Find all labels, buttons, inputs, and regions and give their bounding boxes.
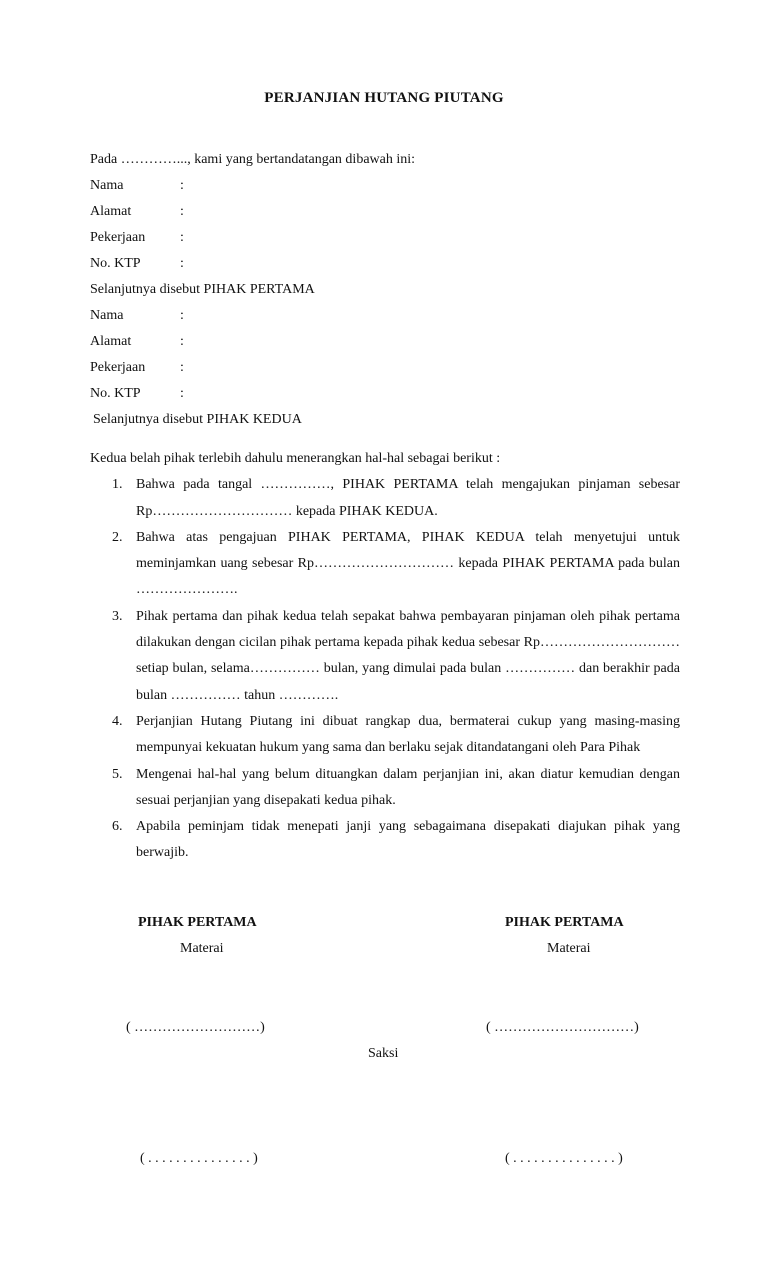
party2-closing: Selanjutnya disebut PIHAK KEDUA [93, 412, 302, 427]
right-signature-name: ( …………………………) [486, 1020, 639, 1035]
list-item [90, 604, 680, 709]
list-item-text: Mengenai hal-hal yang belum dituangkan dalam perjanjian ini, akan diatur kemudian dengan sesuai perjanjian yang disepakati kedua pihak. [136, 766, 680, 808]
party1-name-label: Nama [90, 178, 124, 193]
party2-address-colon: : [180, 334, 184, 349]
list-item-text: Bahwa pada tangal ……………, PIHAK PERTAMA telah mengajukan pinjaman sebesar Rp………………………… kepada PIHAK KEDUA. [136, 477, 680, 519]
witness-right-name: ( . . . . . . . . . . . . . . . ) [505, 1151, 623, 1166]
list-item-number: 5. [112, 766, 123, 782]
party2-name-label: Nama [90, 308, 124, 323]
list-item-text: Pihak pertama dan pihak kedua telah sepakat bahwa pembayaran pinjaman oleh pihak pertama dilakukan dengan cicilan pihak pertama kepada pihak kedua sebesar Rp………………………… setiap bulan, selama…………… bulan, yang dimulai pada bulan …………… dan berakhir pada bulan …………… tahun …………. [136, 608, 680, 703]
list-item-text: Perjanjian Hutang Piutang ini dibuat rangkap dua, bermaterai cukup yang masing-masing mempunyai kekuatan hukum yang sama dan berlaku sejak ditandatangani oleh Para Pihak [136, 713, 680, 756]
left-signature-name: ( ………………………) [126, 1020, 265, 1035]
list-intro: Kedua belah pihak terlebih dahulu menerangkan hal-hal sebagai berikut : [90, 451, 501, 466]
list-item [90, 472, 680, 525]
left-signature-heading: PIHAK PERTAMA [138, 915, 257, 930]
list-item-number: 2. [112, 529, 123, 545]
agreement-list [90, 446, 680, 867]
party2-ktp-label: No. KTP [90, 386, 141, 401]
party2-job-label: Pekerjaan [90, 360, 146, 375]
party1-address-colon: : [180, 204, 184, 219]
party1-address-label: Alamat [90, 204, 132, 219]
party2-name-colon: : [180, 308, 184, 323]
party2-address-label: Alamat [90, 334, 132, 349]
left-stamp-label: Materai [180, 941, 224, 956]
list-item-number: 3. [112, 608, 123, 624]
list-item [90, 762, 680, 815]
document-title: PERJANJIAN HUTANG PIUTANG [264, 90, 504, 106]
opening-line: Pada …………..., kami yang bertandatangan dibawah ini: [90, 152, 416, 167]
right-stamp-label: Materai [547, 941, 591, 956]
party1-ktp-label: No. KTP [90, 256, 141, 271]
list-item-text: Apabila peminjam tidak menepati janji yang sebagaimana disepakati diajukan pihak yang berwajib. [136, 819, 680, 861]
party2-job-colon: : [180, 360, 184, 375]
list-item-number: 6. [112, 819, 123, 835]
party1-job-label: Pekerjaan [90, 230, 146, 245]
list-item [90, 814, 680, 867]
party1-name-colon: : [180, 178, 184, 193]
party1-closing: Selanjutnya disebut PIHAK PERTAMA [90, 282, 315, 297]
right-signature-heading: PIHAK PERTAMA [505, 915, 624, 930]
party2-ktp-colon: : [180, 386, 184, 401]
witness-left-name: ( . . . . . . . . . . . . . . . ) [140, 1151, 258, 1166]
list-item-number: 4. [112, 713, 123, 729]
list-item [90, 709, 680, 762]
list-item-number: 1. [112, 477, 123, 493]
party1-ktp-colon: : [180, 256, 184, 271]
list-item [90, 525, 680, 604]
party1-job-colon: : [180, 230, 184, 245]
list-item-text: Bahwa atas pengajuan PIHAK PERTAMA, PIHAK KEDUA telah menyetujui untuk meminjamkan uang sebesar Rp………………………… kepada PIHAK PERTAMA pada bulan …………………. [136, 529, 680, 598]
witness-heading: Saksi [368, 1046, 399, 1061]
